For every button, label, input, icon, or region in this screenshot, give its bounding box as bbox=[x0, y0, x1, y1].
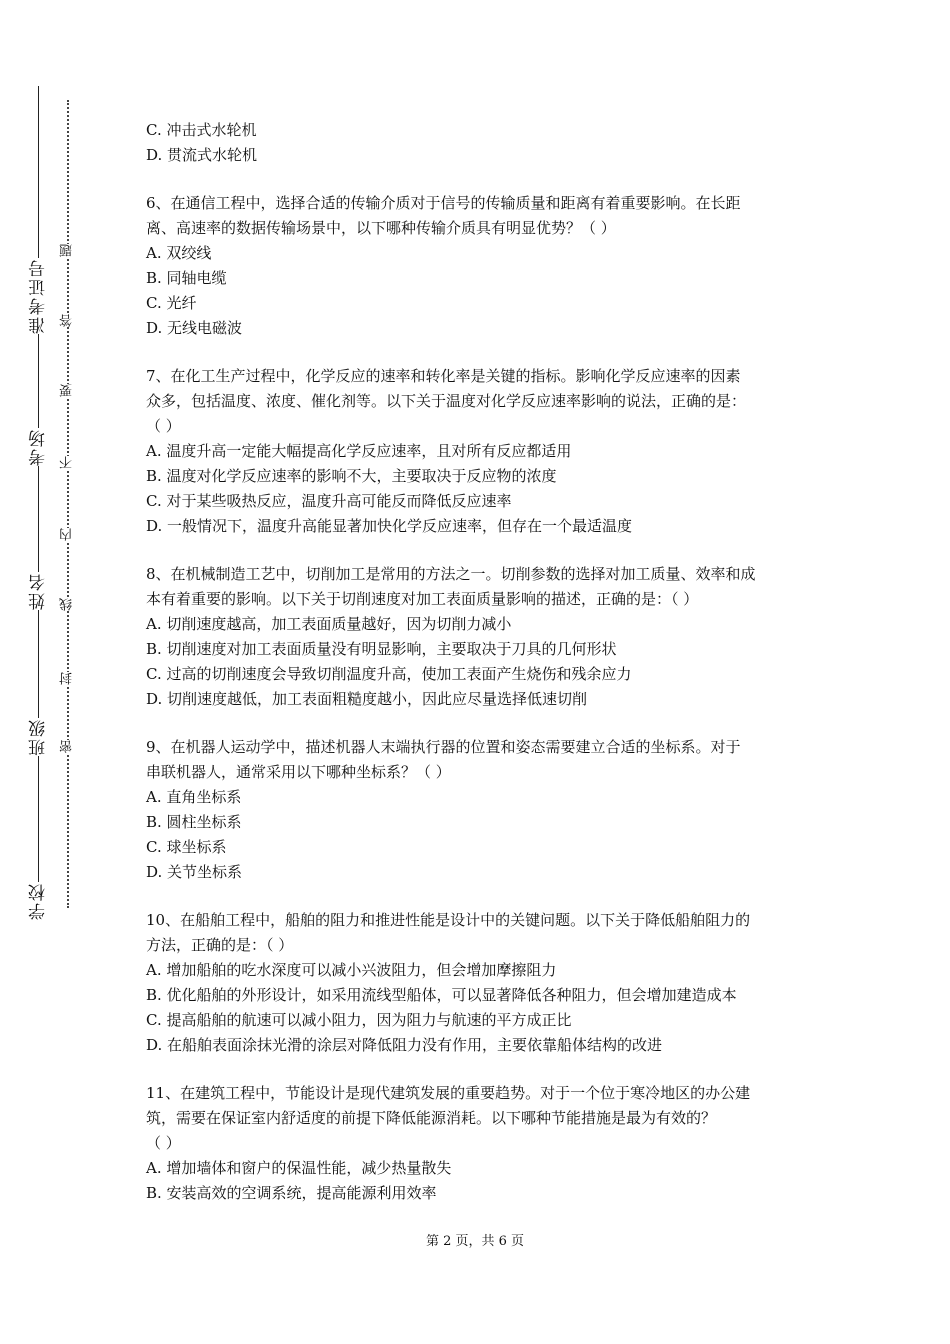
question-stem: 7、在化工生产过程中，化学反应的速率和转化率是关键的指标。影响化学反应速率的因素 bbox=[146, 367, 741, 385]
question-stem: （ ） bbox=[146, 417, 181, 435]
option-a: A. 温度升高一定能大幅提高化学反应速率，且对所有反应都适用 bbox=[146, 442, 572, 460]
question-stem: 串联机器人，通常采用以下哪种坐标系？（ ） bbox=[146, 763, 451, 781]
page-number-footer: 第 2 页，共 6 页 bbox=[425, 1234, 525, 1249]
option-b: B. 优化船舶的外形设计，如采用流线型船体，可以显著降低各种阻力，但会增加建造成本 bbox=[146, 986, 737, 1004]
seal-char: 题 bbox=[58, 244, 78, 257]
option-a: A. 直角坐标系 bbox=[146, 788, 242, 806]
class-label: 班级 bbox=[24, 718, 54, 756]
option-c: C. 光纤 bbox=[146, 294, 197, 312]
question-stem: 11、在建筑工程中，节能设计是现代建筑发展的重要趋势。对于一个位于寒冷地区的办公建 bbox=[146, 1084, 751, 1102]
option-b: B. 同轴电缆 bbox=[146, 269, 227, 287]
question-stem: 6、在通信工程中，选择合适的传输介质对于信号的传输质量和距离有着重要影响。在长距 bbox=[146, 194, 741, 212]
seal-char: 答 bbox=[58, 314, 78, 327]
question-8 bbox=[146, 562, 814, 712]
option-b: B. 安装高效的空调系统，提高能源利用效率 bbox=[146, 1184, 437, 1202]
exam-room-label: 考场 bbox=[24, 428, 54, 466]
question-stem: 8、在机械制造工艺中，切削加工是常用的方法之一。切削参数的选择对加工质量、效率和成 bbox=[146, 565, 756, 583]
student-name-label: 姓名 bbox=[24, 572, 54, 610]
question-stem: 10、在船舶工程中，船舶的阻力和推进性能是设计中的关键问题。以下关于降低船舶阻力的 bbox=[146, 911, 751, 929]
option-a: A. 增加船舶的吃水深度可以减小兴波阻力，但会增加摩擦阻力 bbox=[146, 961, 557, 979]
option-b: B. 切削速度对加工表面质量没有明显影响，主要取决于刀具的几何形状 bbox=[146, 640, 617, 658]
option-b: B. 温度对化学反应速率的影响不大，主要取决于反应物的浓度 bbox=[146, 467, 557, 485]
question-9 bbox=[146, 735, 814, 885]
question-5-continued bbox=[146, 118, 814, 168]
option-c: C. 过高的切削速度会导致切削温度升高，使加工表面产生烧伤和残余应力 bbox=[146, 665, 632, 683]
question-list bbox=[146, 118, 814, 1206]
option-b: B. 圆柱坐标系 bbox=[146, 813, 242, 831]
seal-char: 要 bbox=[58, 384, 78, 397]
binding-seal-dotted-line bbox=[67, 100, 69, 908]
option-a: A. 双绞线 bbox=[146, 244, 212, 262]
option-a: A. 增加墙体和窗户的保温性能，减少热量散失 bbox=[146, 1159, 452, 1177]
question-stem: 离、高速率的数据传输场景中，以下哪种传输介质具有明显优势？（ ） bbox=[146, 219, 616, 237]
option-d: D. 在船舶表面涂抹光滑的涂层对降低阻力没有作用，主要依靠船体结构的改进 bbox=[146, 1036, 663, 1054]
question-6 bbox=[146, 191, 814, 341]
option-c: C. 对于某些吸热反应，温度升高可能反而降低反应速率 bbox=[146, 492, 512, 510]
seal-char: 线 bbox=[58, 598, 78, 611]
school-label: 学校 bbox=[24, 882, 54, 920]
option-c: C. 提高船舶的航速可以减小阻力，因为阻力与航速的平方成正比 bbox=[146, 1011, 572, 1029]
question-stem: 众多，包括温度、浓度、催化剂等。以下关于温度对化学反应速率影响的说法，正确的是： bbox=[146, 392, 747, 410]
seal-char: 密 bbox=[58, 740, 78, 753]
option-d: D. 无线电磁波 bbox=[146, 319, 243, 337]
option-d: D. 一般情况下，温度升高能显著加快化学反应速率，但存在一个最适温度 bbox=[146, 517, 633, 535]
question-stem: 方法，正确的是：（ ） bbox=[146, 936, 294, 954]
option-c: C. 冲击式水轮机 bbox=[146, 121, 257, 139]
question-7 bbox=[146, 364, 814, 539]
binding-solid-line bbox=[38, 86, 39, 912]
question-11 bbox=[146, 1081, 814, 1206]
option-a: A. 切削速度越高，加工表面质量越好，因为切削力减小 bbox=[146, 615, 512, 633]
option-d: D. 关节坐标系 bbox=[146, 863, 243, 881]
option-c: C. 球坐标系 bbox=[146, 838, 227, 856]
question-stem: 9、在机器人运动学中，描述机器人末端执行器的位置和姿态需要建立合适的坐标系。对于 bbox=[146, 738, 741, 756]
exam-number-label: 准考证号 bbox=[24, 258, 54, 334]
seal-char: 内 bbox=[58, 528, 78, 541]
option-d: D. 贯流式水轮机 bbox=[146, 146, 258, 164]
option-d: D. 切削速度越低，加工表面粗糙度越小，因此应尽量选择低速切削 bbox=[146, 690, 588, 708]
question-stem: 筑，需要在保证室内舒适度的前提下降低能源消耗。以下哪种节能措施是最为有效的？ bbox=[146, 1109, 717, 1127]
question-stem: （ ） bbox=[146, 1134, 181, 1152]
question-stem: 本有着重要的影响。以下关于切削速度对加工表面质量影响的描述，正确的是：（ ） bbox=[146, 590, 699, 608]
seal-char: 不 bbox=[58, 456, 78, 469]
question-10 bbox=[146, 908, 814, 1058]
seal-char: 封 bbox=[58, 672, 78, 685]
